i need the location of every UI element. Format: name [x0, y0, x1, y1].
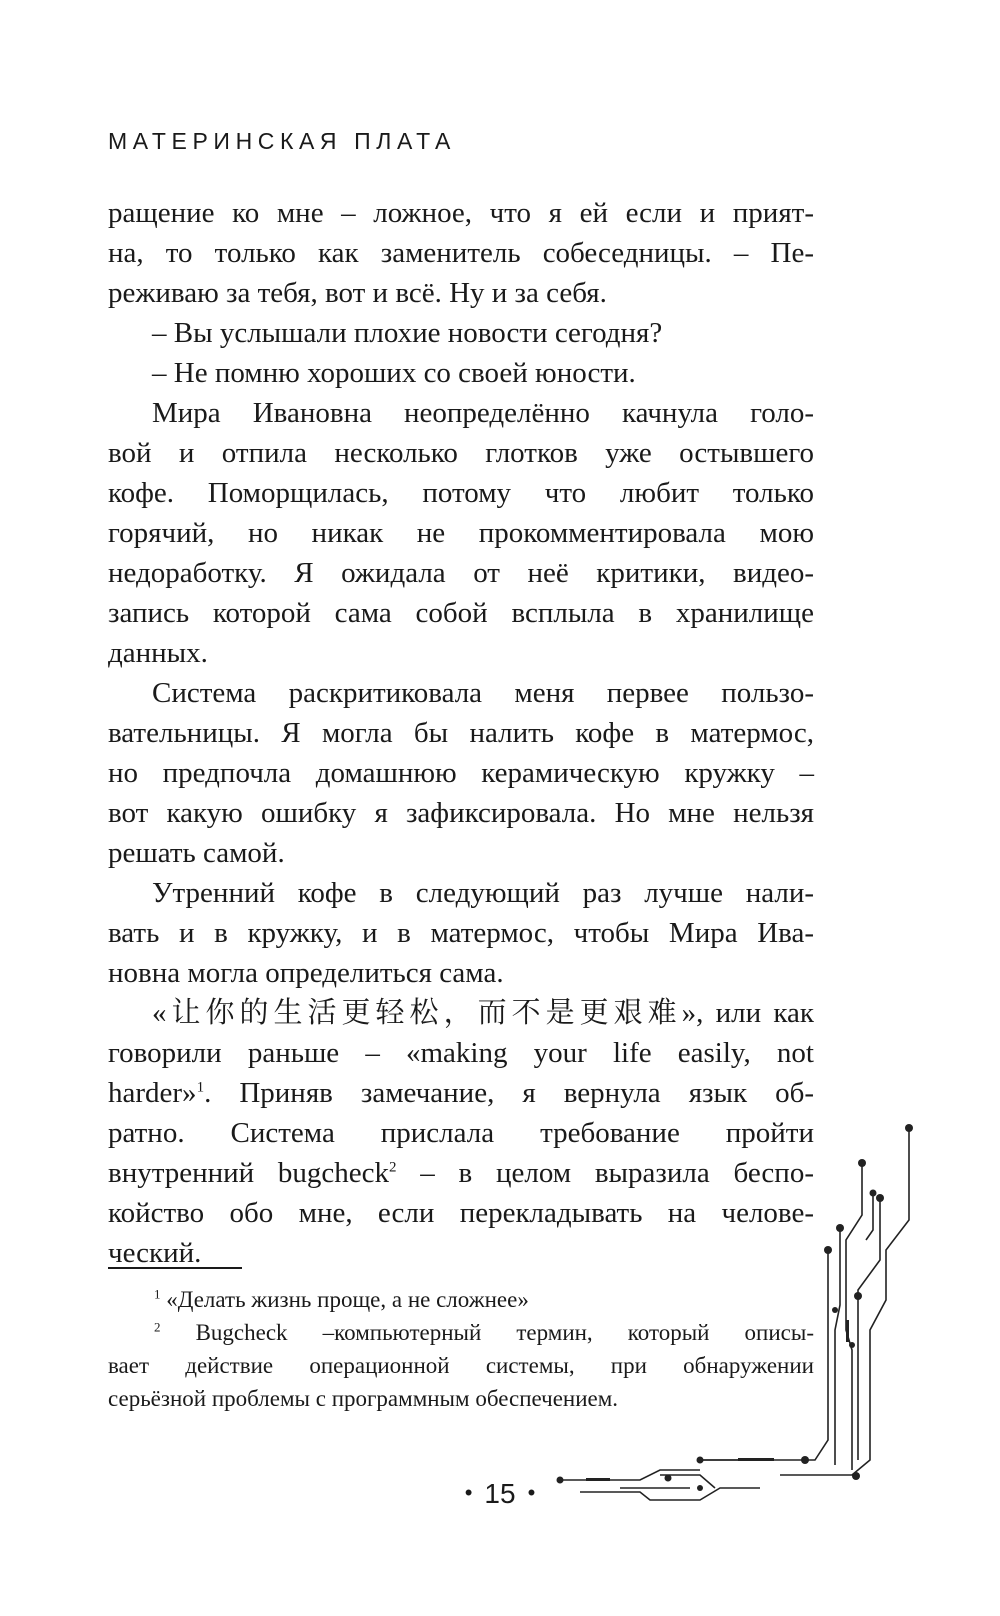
footnote-text: «Делать жизнь проще, а не сложнее» [166, 1287, 529, 1312]
bullet-dot-icon: • [464, 1480, 473, 1505]
text-line: ческий. [108, 1237, 202, 1269]
text-line: новна могла определиться сама. [108, 957, 504, 989]
text-line: на, то только как заменитель собеседницы. – Пе- [108, 237, 814, 269]
text-fragment: – в целом выразила беспо- [396, 1157, 814, 1189]
footnote-2-continued: вает действие операционной системы, при обнаружении [108, 1353, 814, 1378]
footnote-ref-2: 2 [389, 1159, 397, 1176]
text-line: кофе. Поморщилась, потому что любит только [108, 477, 814, 509]
text-line: но предпочла домашнюю керамическую кружку – [108, 757, 814, 789]
text-line: вательницы. Я могла бы налить кофе в матермос, [108, 717, 814, 749]
text-line: вать и в кружку, и в матермос, чтобы Мира Ива- [108, 917, 814, 949]
text-line: Система раскритиковала меня первее пользо- [152, 677, 814, 709]
text-line: – Вы услышали плохие новости сегодня? [152, 317, 663, 349]
footnote-mark: 2 [154, 1319, 161, 1335]
text-line: горячий, но никак не прокомментировала мою [108, 517, 814, 549]
text-line: говорили раньше – «making your life easily, not [108, 1037, 814, 1069]
text-line: койство обо мне, если перекладывать на челове- [108, 1197, 814, 1229]
running-head: МАТЕРИНСКАЯ ПЛАТА [108, 128, 456, 154]
footnote-mark: 1 [154, 1286, 161, 1302]
text-line: решать самой. [108, 837, 285, 869]
text-fragment: harder» [108, 1077, 197, 1109]
bullet-dot-icon: • [527, 1480, 536, 1505]
text-line: запись которой сама собой всплыла в хранилище [108, 597, 814, 629]
text-line: вот какую ошибку я зафиксировала. Но мне нельзя [108, 797, 814, 829]
text-line: ращение ко мне – ложное, что я ей если и прият- [108, 197, 814, 229]
footnote-2-continued: серьёзной проблемы с программным обеспечением. [108, 1386, 619, 1411]
text-line: Утренний кофе в следующий раз лучше нали- [152, 877, 814, 909]
text-line: – Не помню хороших со своей юности. [152, 357, 636, 389]
page-number-text: 15 [484, 1478, 516, 1509]
chinese-quote-text: «让你的生活更轻松，而不是更艰难», или как [152, 997, 814, 1029]
footnote-ref-1: 1 [196, 1079, 205, 1096]
text-fragment: . Приняв замечание, я вернула язык об- [204, 1077, 814, 1109]
text-line: ратно. Система прислала требование пройти [108, 1117, 814, 1149]
footnote-text: Bugcheck –компьютерный термин, который описы- [195, 1320, 814, 1345]
text-line: Мира Ивановна неопределённо качнула голо- [152, 397, 814, 429]
text-line: реживаю за тебя, вот и всё. Ну и за себя. [108, 277, 607, 309]
text-line: данных. [108, 637, 208, 669]
text-line: недоработку. Я ожидала от неё критики, видео- [108, 557, 814, 589]
text-line: вой и отпила несколько глотков уже остывшего [108, 437, 814, 469]
text-fragment: внутренний bugcheck [108, 1157, 390, 1189]
